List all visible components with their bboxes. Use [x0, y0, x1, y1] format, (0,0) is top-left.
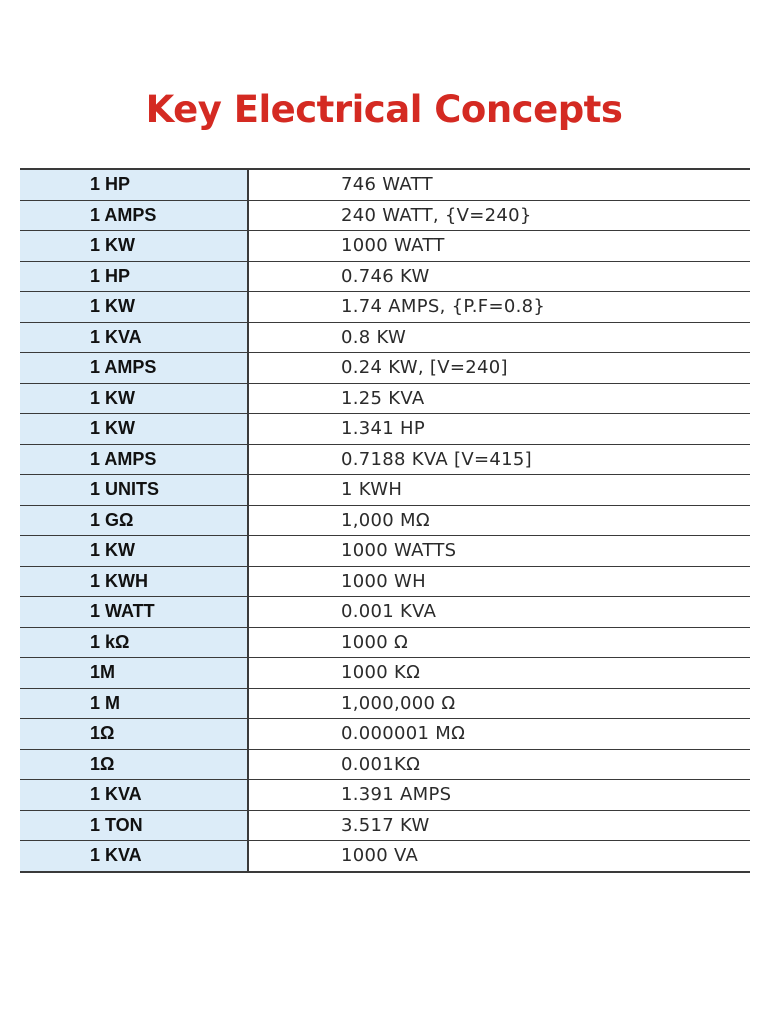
equivalent-cell: 746 WATT	[248, 169, 750, 200]
conversion-table-body	[20, 169, 750, 872]
equivalent-cell: 0.7188 KVA [V=415]	[248, 444, 750, 475]
unit-cell: 1 KW	[20, 536, 248, 567]
unit-cell: 1 KVA	[20, 780, 248, 811]
unit-cell: 1Ω	[20, 749, 248, 780]
unit-cell: 1 KVA	[20, 322, 248, 353]
unit-cell: 1 KW	[20, 292, 248, 323]
table-row	[20, 261, 750, 292]
unit-cell: 1M	[20, 658, 248, 689]
equivalent-cell: 0.746 KW	[248, 261, 750, 292]
page-title: Key Electrical Concepts	[145, 88, 623, 131]
table-row	[20, 749, 750, 780]
equivalent-cell: 1000 WATT	[248, 231, 750, 262]
table-row	[20, 414, 750, 445]
unit-cell: 1 KW	[20, 231, 248, 262]
table-row	[20, 383, 750, 414]
equivalent-cell: 1.391 AMPS	[248, 780, 750, 811]
unit-cell: 1 KW	[20, 414, 248, 445]
table-row	[20, 566, 750, 597]
table-row	[20, 780, 750, 811]
table-row	[20, 505, 750, 536]
table-row	[20, 627, 750, 658]
equivalent-cell: 1,000 MΩ	[248, 505, 750, 536]
equivalent-cell: 1000 KΩ	[248, 658, 750, 689]
table-row	[20, 658, 750, 689]
unit-cell: 1Ω	[20, 719, 248, 750]
table-row	[20, 841, 750, 872]
equivalent-cell: 1 KWH	[248, 475, 750, 506]
unit-cell: 1 HP	[20, 261, 248, 292]
equivalent-cell: 0.001 KVA	[248, 597, 750, 628]
equivalent-cell: 0.8 KW	[248, 322, 750, 353]
unit-cell: 1 AMPS	[20, 444, 248, 475]
table-row	[20, 597, 750, 628]
table-row	[20, 719, 750, 750]
equivalent-cell: 1000 Ω	[248, 627, 750, 658]
unit-cell: 1 WATT	[20, 597, 248, 628]
table-row	[20, 688, 750, 719]
unit-cell: 1 UNITS	[20, 475, 248, 506]
equivalent-cell: 1000 VA	[341, 845, 419, 866]
table-row	[20, 444, 750, 475]
unit-cell: 1 KW	[20, 383, 248, 414]
equivalent-cell: 240 WATT, {V=240}	[248, 200, 750, 231]
table-row	[20, 200, 750, 231]
table-row	[20, 322, 750, 353]
unit-cell: 1 AMPS	[20, 200, 248, 231]
equivalent-cell: 0.001KΩ	[248, 749, 750, 780]
unit-cell: 1 KWH	[20, 566, 248, 597]
conversion-table	[20, 168, 750, 873]
table-row	[20, 292, 750, 323]
table-row	[20, 536, 750, 567]
unit-cell: 1 HP	[20, 169, 248, 200]
table-row	[20, 353, 750, 384]
equivalent-cell: 3.517 KW	[248, 810, 750, 841]
equivalent-cell: 1000 WATTS	[248, 536, 750, 567]
unit-cell: 1 KVA	[20, 841, 248, 872]
table-row	[20, 231, 750, 262]
equivalent-cell: 0.24 KW, [V=240]	[248, 353, 750, 384]
equivalent-cell: 1.74 AMPS, {P.F=0.8}	[248, 292, 750, 323]
equivalent-cell: 1,000,000 Ω	[248, 688, 750, 719]
equivalent-cell: 1.25 KVA	[248, 383, 750, 414]
table-row	[20, 810, 750, 841]
unit-cell: 1 TON	[20, 810, 248, 841]
table-row	[20, 169, 750, 200]
equivalent-cell: 1.341 HP	[248, 414, 750, 445]
unit-cell: 1 AMPS	[20, 353, 248, 384]
unit-cell: 1 GΩ	[20, 505, 248, 536]
unit-cell: 1 M	[20, 688, 248, 719]
unit-cell: 1 kΩ	[20, 627, 248, 658]
equivalent-cell: 1000 WH	[248, 566, 750, 597]
equivalent-cell: 0.000001 MΩ	[248, 719, 750, 750]
table-row	[20, 475, 750, 506]
